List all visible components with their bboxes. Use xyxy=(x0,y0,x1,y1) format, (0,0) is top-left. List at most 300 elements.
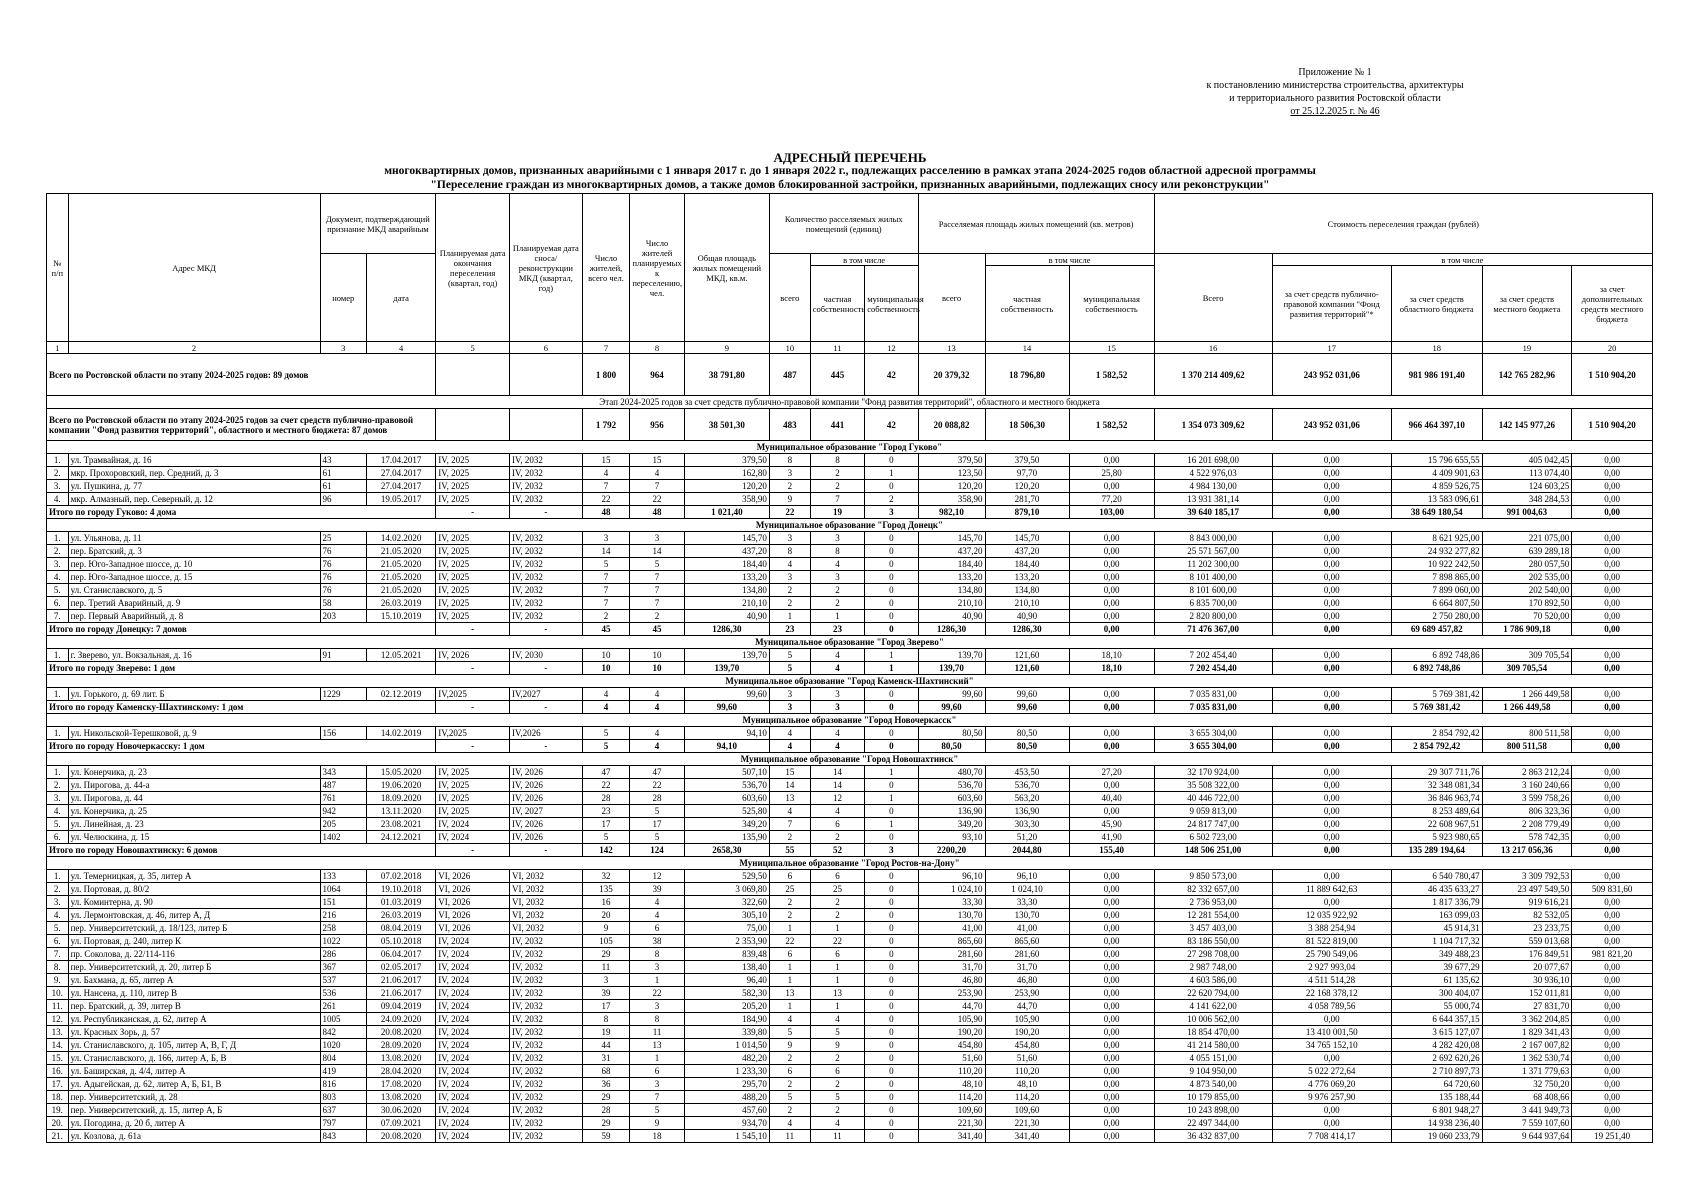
cell: - xyxy=(436,662,510,675)
cell: 38 xyxy=(630,935,684,948)
cell: 14 xyxy=(810,766,864,779)
cell: 69 689 457,82 xyxy=(1391,623,1482,636)
cell: 0 xyxy=(865,1013,918,1026)
cell: 12 xyxy=(630,870,684,883)
cell: 0 xyxy=(865,623,918,636)
cell: 4 xyxy=(582,688,630,701)
cell: 865,60 xyxy=(985,935,1069,948)
table-row xyxy=(47,584,1653,597)
cell: 0 xyxy=(865,922,918,935)
section-total-row xyxy=(47,740,1653,753)
cell: 27.04.2017 xyxy=(367,467,436,480)
cell: 96,40 xyxy=(684,974,769,987)
cell: - xyxy=(510,662,583,675)
cell: 17 xyxy=(582,1000,630,1013)
cell: 0 xyxy=(865,1104,918,1117)
cell: 1286,30 xyxy=(918,623,985,636)
section-total-row xyxy=(47,844,1653,857)
cell: 0 xyxy=(865,909,918,922)
cell: IV, 2024 xyxy=(436,1000,510,1013)
section-total-label: Итого по городу Гуково: 4 дома xyxy=(47,506,436,519)
cell: 507,10 xyxy=(684,766,769,779)
cell: 2 710 897,73 xyxy=(1391,1065,1482,1078)
cell: 94,10 xyxy=(684,740,769,753)
cell: 2 xyxy=(810,467,864,480)
cell: 6. xyxy=(47,597,69,610)
cell: 96,10 xyxy=(918,870,985,883)
cell: 2 208 779,49 xyxy=(1482,818,1572,831)
cell: 0,00 xyxy=(1572,571,1653,584)
cell: VI, 2026 xyxy=(436,909,510,922)
cell: 02.05.2017 xyxy=(367,961,436,974)
address-cell: пер. Первый Аварийный, д. 8 xyxy=(68,610,320,623)
cell: 0,00 xyxy=(1069,987,1154,1000)
cell: 0,00 xyxy=(1069,805,1154,818)
cell: 2200,20 xyxy=(918,844,985,857)
cell: 879,10 xyxy=(985,506,1069,519)
cell: IV, 2026 xyxy=(510,766,583,779)
cell: 1064 xyxy=(320,883,367,896)
cell: IV, 2032 xyxy=(510,480,583,493)
cell: 18,10 xyxy=(1069,662,1154,675)
cell: 36 432 837,00 xyxy=(1154,1130,1272,1143)
cell: 6 xyxy=(630,1065,684,1078)
cell: 29 xyxy=(582,1117,630,1130)
cell: 47 xyxy=(630,766,684,779)
cell: 76 xyxy=(320,584,367,597)
cell: 379,50 xyxy=(684,454,769,467)
cell: 7. xyxy=(47,948,69,961)
cell: 0,00 xyxy=(1069,935,1154,948)
cell: 0,00 xyxy=(1272,1052,1391,1065)
cell: 32 348 081,34 xyxy=(1391,779,1482,792)
cell: 934,70 xyxy=(684,1117,769,1130)
cell: 3 xyxy=(810,571,864,584)
cell: 18 xyxy=(630,1130,684,1143)
cell: 0 xyxy=(865,740,918,753)
cell: 135 289 194,64 xyxy=(1391,844,1482,857)
cell: 7 898 865,00 xyxy=(1391,571,1482,584)
cell: IV, 2024 xyxy=(436,974,510,987)
cell: 0,00 xyxy=(1572,779,1653,792)
cell: 30 936,10 xyxy=(1482,974,1572,987)
cell: 0,00 xyxy=(1572,1078,1653,1091)
cell: 0,00 xyxy=(1272,1117,1391,1130)
cell: 13. xyxy=(47,1026,69,1039)
cell: 0,00 xyxy=(1069,896,1154,909)
cell: VI, 2032 xyxy=(510,909,583,922)
cell: 39 xyxy=(630,883,684,896)
cell: 2 xyxy=(769,480,810,493)
column-number: 16 xyxy=(1154,342,1272,354)
cell: 3 xyxy=(582,532,630,545)
grand-total-row xyxy=(47,354,1653,396)
cell: 13 217 056,36 xyxy=(1482,844,1572,857)
cell: 13 xyxy=(769,987,810,1000)
cell: 0,00 xyxy=(1572,1104,1653,1117)
cell: 0,00 xyxy=(1572,1065,1653,1078)
column-number: 8 xyxy=(630,342,684,354)
table-row xyxy=(47,987,1653,1000)
cell: 0,00 xyxy=(1272,532,1391,545)
cell: 81 522 819,00 xyxy=(1272,935,1391,948)
cell: 4 522 976,03 xyxy=(1154,467,1272,480)
cell: 26.03.2019 xyxy=(367,597,436,610)
cell: 0,00 xyxy=(1069,922,1154,935)
cell: 130,70 xyxy=(918,909,985,922)
column-number: 14 xyxy=(985,342,1069,354)
cell: 13 583 096,61 xyxy=(1391,493,1482,506)
section-total-row xyxy=(47,623,1653,636)
table-row xyxy=(47,870,1653,883)
cell: IV, 2032 xyxy=(510,1013,583,1026)
cell: 52 xyxy=(810,844,864,857)
cell: 151 xyxy=(320,896,367,909)
cell: 1 xyxy=(865,662,918,675)
stage-total-row xyxy=(47,409,1653,441)
cell: 22 xyxy=(769,935,810,948)
cell: 51,60 xyxy=(985,1052,1069,1065)
cell: 121,60 xyxy=(985,649,1069,662)
table-row xyxy=(47,571,1653,584)
column-number: 11 xyxy=(810,342,864,354)
cell: 18.09.2020 xyxy=(367,792,436,805)
cell: 0,00 xyxy=(1069,610,1154,623)
cell: 35 508 322,00 xyxy=(1154,779,1272,792)
cell: 8 xyxy=(582,1013,630,1026)
cell: 12.05.2021 xyxy=(367,649,436,662)
cell: 82 532,05 xyxy=(1482,909,1572,922)
address-cell: ул. Козлова, д. 61а xyxy=(68,1130,320,1143)
cell: IV, 2024 xyxy=(436,818,510,831)
cell: 2 xyxy=(769,1104,810,1117)
cell: 4 xyxy=(630,896,684,909)
cell: 39 640 185,17 xyxy=(1154,506,1272,519)
cell: VI, 2032 xyxy=(510,870,583,883)
cell: 0 xyxy=(865,584,918,597)
header-plan-end: Планируемая дата окончания переселения (квартал, год) xyxy=(436,194,510,342)
cell: 133,20 xyxy=(918,571,985,584)
column-numbers-row xyxy=(47,342,1653,354)
cell: 0,00 xyxy=(1572,922,1653,935)
cell: 190,20 xyxy=(918,1026,985,1039)
cell: 109,60 xyxy=(985,1104,1069,1117)
cell: 99,60 xyxy=(985,701,1069,714)
cell: 0,00 xyxy=(1572,649,1653,662)
header-cost-local: за счет средств местного бюджета xyxy=(1482,266,1572,342)
address-cell: ул. Адыгейская, д. 62, литер А, Б, Б1, В xyxy=(68,1078,320,1091)
cell: 18 854 470,00 xyxy=(1154,1026,1272,1039)
cell: 184,90 xyxy=(684,1013,769,1026)
cell: 14 xyxy=(582,545,630,558)
cell: 31,70 xyxy=(985,961,1069,974)
cell: 7 035 831,00 xyxy=(1154,688,1272,701)
cell: 75,00 xyxy=(684,922,769,935)
cell: 22 xyxy=(582,779,630,792)
cell: 0,00 xyxy=(1069,909,1154,922)
address-table xyxy=(46,193,1653,1143)
cell: 202 535,00 xyxy=(1482,571,1572,584)
cell: 0,00 xyxy=(1272,805,1391,818)
column-number: 19 xyxy=(1482,342,1572,354)
header-incl: в том числе xyxy=(985,254,1154,266)
cell: IV, 2024 xyxy=(436,1065,510,1078)
cell: 138,40 xyxy=(684,961,769,974)
cell: 0,00 xyxy=(1572,506,1653,519)
cell: IV, 2025 xyxy=(436,792,510,805)
cell: 96 xyxy=(320,493,367,506)
cell: 0,00 xyxy=(1069,1013,1154,1026)
cell: 0 xyxy=(865,1117,918,1130)
cell: 17 xyxy=(582,818,630,831)
cell: 480,70 xyxy=(918,766,985,779)
cell: 19 251,40 xyxy=(1572,1130,1653,1143)
cell: IV, 2024 xyxy=(436,1117,510,1130)
cell: 1 xyxy=(810,1000,864,1013)
cell: 4 xyxy=(810,558,864,571)
cell: 13 xyxy=(769,792,810,805)
cell: 1 xyxy=(769,974,810,987)
header-area-total: всего xyxy=(918,254,985,342)
cell: 6 540 780,47 xyxy=(1391,870,1482,883)
cell: 5 769 381,42 xyxy=(1391,701,1482,714)
cell: IV, 2025 xyxy=(436,493,510,506)
cell: 80,50 xyxy=(918,727,985,740)
cell: 537 xyxy=(320,974,367,987)
cell: 1 xyxy=(865,649,918,662)
header-qty-private: частная собственность xyxy=(810,266,864,342)
header-address: Адрес МКД xyxy=(68,194,320,342)
cell: 487 xyxy=(320,779,367,792)
cell: 5 xyxy=(582,558,630,571)
cell: 5 xyxy=(582,740,630,753)
cell: 42 xyxy=(865,409,918,441)
cell: 5 xyxy=(810,1026,864,1039)
header-cost: Стоимость переселения граждан (рублей) xyxy=(1154,194,1652,254)
table-row xyxy=(47,1065,1653,1078)
cell: 25 xyxy=(320,532,367,545)
address-cell: ул. Станиславского, д. 105, литер А, В, Г, Д xyxy=(68,1039,320,1052)
cell: 9. xyxy=(47,974,69,987)
cell: 21. xyxy=(47,1130,69,1143)
cell: 4 xyxy=(810,805,864,818)
cell: 964 xyxy=(630,354,684,396)
cell: 243 952 031,06 xyxy=(1272,409,1391,441)
cell: 0 xyxy=(865,1065,918,1078)
cell: VI, 2026 xyxy=(436,896,510,909)
cell: 0,00 xyxy=(1069,597,1154,610)
cell: 4 xyxy=(630,467,684,480)
cell: 156 xyxy=(320,727,367,740)
cell: 0 xyxy=(865,883,918,896)
cell: 121,60 xyxy=(985,662,1069,675)
cell: 1286,30 xyxy=(684,623,769,636)
cell: 437,20 xyxy=(918,545,985,558)
cell: 76 xyxy=(320,545,367,558)
cell: 20.08.2020 xyxy=(367,1130,436,1143)
cell: 28 xyxy=(582,1104,630,1117)
cell: 1 545,10 xyxy=(684,1130,769,1143)
cell: 487 xyxy=(769,354,810,396)
address-cell: пер. Университетский, д. 20, литер Б xyxy=(68,961,320,974)
address-cell: пер. Университетский, д. 15, литер А, Б xyxy=(68,1104,320,1117)
cell: VI, 2026 xyxy=(436,870,510,883)
table-row xyxy=(47,1000,1653,1013)
cell: 22 497 344,00 xyxy=(1154,1117,1272,1130)
address-cell: ул. Красных Зорь, д. 57 xyxy=(68,1026,320,1039)
cell: 2 xyxy=(769,1052,810,1065)
cell: 286 xyxy=(320,948,367,961)
cell: 0,00 xyxy=(1069,948,1154,961)
table-row xyxy=(47,909,1653,922)
cell: 0,00 xyxy=(1572,701,1653,714)
cell: 0,00 xyxy=(1272,1013,1391,1026)
cell: 18. xyxy=(47,1091,69,1104)
cell: 97,70 xyxy=(985,467,1069,480)
cell: 205 xyxy=(320,818,367,831)
cell: 210,10 xyxy=(684,597,769,610)
cell: IV, 2026 xyxy=(510,818,583,831)
cell: 4 xyxy=(769,1013,810,1026)
cell: IV, 2025 xyxy=(436,610,510,623)
cell: 1 xyxy=(810,922,864,935)
cell: 0,00 xyxy=(1572,545,1653,558)
cell: 40,90 xyxy=(985,610,1069,623)
cell: 1 xyxy=(865,766,918,779)
cell: 123,50 xyxy=(918,467,985,480)
cell: IV, 2024 xyxy=(436,1104,510,1117)
cell: 348 284,53 xyxy=(1482,493,1572,506)
cell: 13.11.2020 xyxy=(367,805,436,818)
cell: 18 506,30 xyxy=(985,409,1069,441)
cell: 441 xyxy=(810,409,864,441)
cell: 24 932 277,82 xyxy=(1391,545,1482,558)
header-residents: Число жителей, всего чел. xyxy=(582,194,630,342)
cell: 32 xyxy=(582,870,630,883)
cell: 11 xyxy=(630,1026,684,1039)
cell: 3. xyxy=(47,896,69,909)
cell: 343 xyxy=(320,766,367,779)
cell: 0 xyxy=(865,974,918,987)
cell: 20 379,32 xyxy=(918,354,985,396)
cell: 23 xyxy=(582,805,630,818)
cell: 210,10 xyxy=(918,597,985,610)
cell: 1 xyxy=(769,610,810,623)
cell: 2 xyxy=(865,493,918,506)
cell: 0,00 xyxy=(1069,558,1154,571)
cell: 110,20 xyxy=(985,1065,1069,1078)
cell: IV, 2024 xyxy=(436,935,510,948)
cell: 1 266 449,58 xyxy=(1482,701,1572,714)
cell: 1 xyxy=(810,961,864,974)
address-cell: ул. Республиканская, д. 62, литер А xyxy=(68,1013,320,1026)
cell: 4 xyxy=(769,805,810,818)
cell: 142 xyxy=(582,844,630,857)
cell: 40 446 722,00 xyxy=(1154,792,1272,805)
cell: 3 xyxy=(810,688,864,701)
cell: 9 xyxy=(769,493,810,506)
cell: 203 xyxy=(320,610,367,623)
cell: 0 xyxy=(865,961,918,974)
cell: 0 xyxy=(865,597,918,610)
cell: 114,20 xyxy=(918,1091,985,1104)
cell: 25 790 549,06 xyxy=(1272,948,1391,961)
cell: 133 xyxy=(320,870,367,883)
cell: 0,00 xyxy=(1069,532,1154,545)
cell: 7 xyxy=(582,480,630,493)
cell: 8 621 925,00 xyxy=(1391,532,1482,545)
cell: 26.03.2019 xyxy=(367,909,436,922)
cell: 4. xyxy=(47,493,69,506)
cell: IV, 2024 xyxy=(436,831,510,844)
cell: - xyxy=(510,701,583,714)
cell: 5 xyxy=(769,662,810,675)
column-number: 3 xyxy=(320,342,367,354)
appendix-line: Приложение № 1 xyxy=(1298,67,1372,78)
cell: 4 984 130,00 xyxy=(1154,480,1272,493)
cell: 25 xyxy=(769,883,810,896)
cell: 3 655 304,00 xyxy=(1154,740,1272,753)
cell: 1 xyxy=(865,467,918,480)
cell: 13 xyxy=(810,987,864,1000)
address-cell: пер. Братский, д. 3 xyxy=(68,545,320,558)
cell: 0,00 xyxy=(1272,870,1391,883)
cell: 10 xyxy=(630,649,684,662)
cell: 48 xyxy=(630,506,684,519)
cell: 0,00 xyxy=(1069,870,1154,883)
table-row xyxy=(47,1026,1653,1039)
address-cell: ул. Нансена, д. 110, литер В xyxy=(68,987,320,1000)
cell: 136,90 xyxy=(985,805,1069,818)
cell: 61 135,62 xyxy=(1391,974,1482,987)
cell: 40,90 xyxy=(684,610,769,623)
cell: 0,00 xyxy=(1572,909,1653,922)
section-header-row xyxy=(47,519,1653,532)
cell: IV, 2030 xyxy=(510,649,583,662)
cell: 3 xyxy=(769,701,810,714)
cell: 0,00 xyxy=(1069,688,1154,701)
cell: 99,60 xyxy=(918,688,985,701)
cell: IV, 2026 xyxy=(510,831,583,844)
cell: - xyxy=(436,701,510,714)
cell: 2 xyxy=(810,1052,864,1065)
cell: 0 xyxy=(865,480,918,493)
cell: - xyxy=(436,844,510,857)
cell: 17 xyxy=(630,818,684,831)
cell: 44 xyxy=(582,1039,630,1052)
section-total-row xyxy=(47,662,1653,675)
table-row xyxy=(47,480,1653,493)
cell: 139,70 xyxy=(918,649,985,662)
cell: 367 xyxy=(320,961,367,974)
cell: 3 xyxy=(630,1078,684,1091)
cell: 31 xyxy=(582,1052,630,1065)
cell: 4 xyxy=(810,649,864,662)
cell: 139,70 xyxy=(918,662,985,675)
cell: 7. xyxy=(47,610,69,623)
cell: 2. xyxy=(47,545,69,558)
address-cell: ул. Станиславского, д. 166, литер А, Б, В xyxy=(68,1052,320,1065)
cell: 0,00 xyxy=(1572,1000,1653,1013)
cell: 0,00 xyxy=(1572,792,1653,805)
cell: 0,00 xyxy=(1069,961,1154,974)
cell: 4. xyxy=(47,805,69,818)
cell: 800 511,58 xyxy=(1482,740,1572,753)
cell: 20 xyxy=(582,909,630,922)
cell: 99,60 xyxy=(918,701,985,714)
cell: 76 xyxy=(320,558,367,571)
cell: 41,90 xyxy=(1069,831,1154,844)
